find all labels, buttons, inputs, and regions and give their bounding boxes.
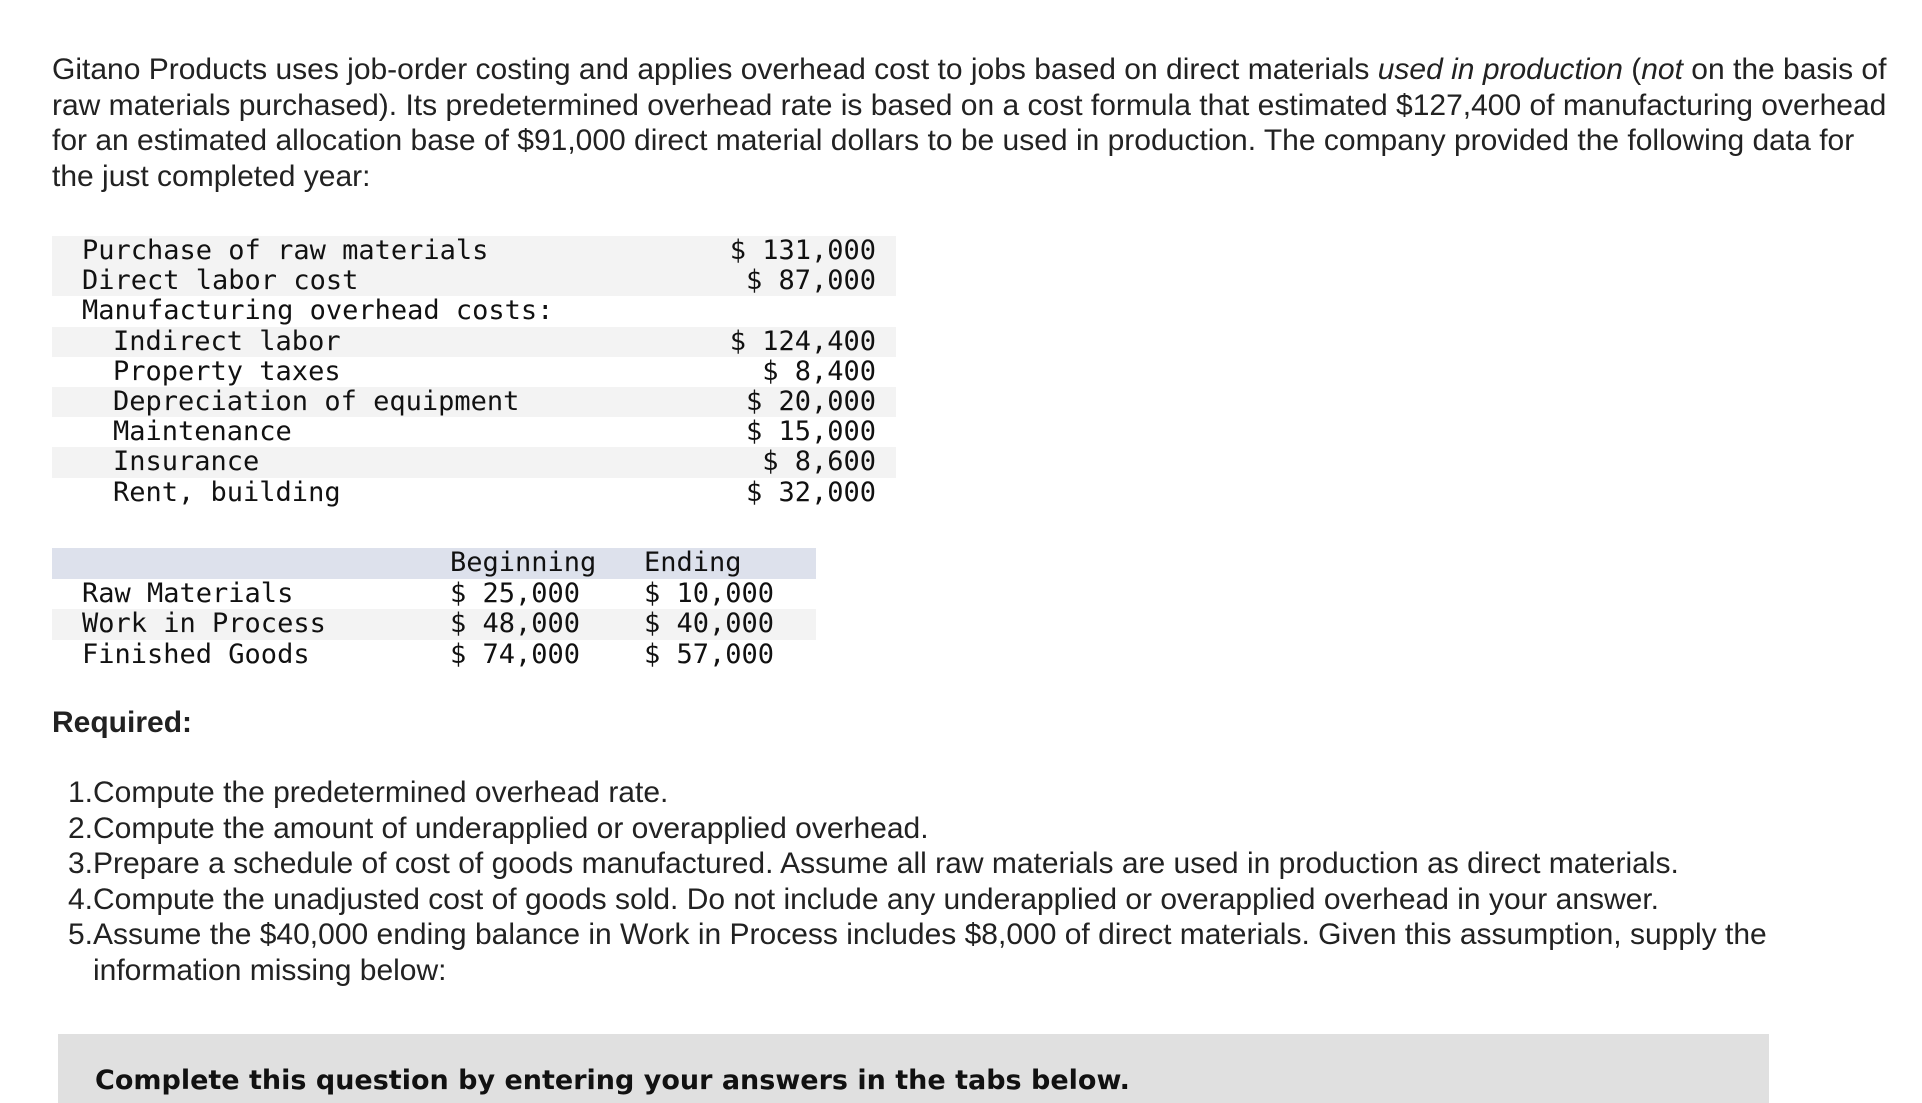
row-label: Work in Process [52,609,450,640]
list-item [52,846,1892,882]
list-item [52,775,1892,811]
row-label: Finished Goods [82,638,310,670]
row-amount: $ 131,000 [686,236,896,266]
intro-text-2: ( [1622,53,1642,86]
row-amount [686,296,896,326]
cost-data-table [52,236,896,508]
table-row [52,357,896,387]
item-number: 4. [67,882,93,916]
intro-text-3: on the basis of raw materials purchased). Its predetermined overhead rate is based on a cost formula that estimated $127,400 of manufacturing overhead for an estimated allocation base of $91,000 direct material dollars to be used in production. The company provided the following data for the just completed year: [52,53,1887,193]
table-row [52,447,896,477]
row-label: Indirect labor [52,327,686,357]
row-amount: $ 87,000 [686,266,896,296]
row-amount: $ 15,000 [745,416,876,448]
row-label: Depreciation of equipment [52,387,686,417]
row-label: Raw Materials [82,577,294,609]
table-row [52,579,816,610]
beginning-value: $ 25,000 [450,577,581,609]
row-amount: $ 124,400 [686,327,896,357]
header-beginning: Beginning [450,548,644,579]
row-amount: $ 8,600 [686,447,896,477]
item-number: 1. [67,776,93,809]
table-row [52,609,816,640]
requirements-list [52,775,1892,988]
required-heading: Required: [52,706,193,739]
table-row [52,478,896,508]
row-label: Purchase of raw materials [52,236,686,266]
item-text: Compute the predetermined overhead rate. [93,776,669,809]
intro-emphasis-not: not [1641,53,1683,86]
item-text: Compute the unadjusted cost of goods sold. Do not include any underapplied or overapplied overhead in your answer. [93,882,1660,916]
item-text: Compute the amount of underapplied or overapplied overhead. [93,811,929,845]
table-row [52,296,896,326]
row-amount: $ 20,000 [686,387,896,417]
beginning-value: $ 48,000 [450,609,644,640]
header-ending: Ending [644,548,816,579]
intro-emphasis-used-in-production: used in production [1377,53,1623,86]
row-label: Rent, building [113,476,341,508]
ending-value: $ 40,000 [644,609,816,640]
item-number: 2. [67,811,93,845]
item-number: 5. [67,918,93,951]
beginning-value: $ 74,000 [450,638,581,670]
list-item [52,882,1892,918]
table-row [52,640,816,671]
list-item [52,811,1892,847]
row-amount: $ 8,400 [762,355,876,387]
table-row [52,387,896,417]
item-text: Assume the $40,000 ending balance in Work in Process includes $8,000 of direct materials. Given this assumption, supply the information missing below: [93,918,1767,987]
header-blank [52,548,450,579]
ending-value: $ 57,000 [644,638,775,670]
inventory-header-row [52,548,816,579]
row-label: Maintenance [113,416,292,448]
item-number: 3. [67,847,93,880]
instructions-text: Complete this question by entering your answers in the tabs below. [95,1065,1130,1096]
intro-text-1: Gitano Products uses job-order costing and applies overhead cost to jobs based on direct materials [52,53,1378,86]
row-label: Manufacturing overhead costs: [82,295,554,327]
item-text: Prepare a schedule of cost of goods manufactured. Assume all raw materials are used in production as direct materials. [93,847,1679,880]
inventory-table [52,548,816,670]
table-row [52,266,896,296]
problem-statement [52,52,1892,194]
answer-tabs-panel [58,1034,1769,1103]
row-label: Direct labor cost [52,266,686,296]
row-amount: $ 32,000 [745,476,876,508]
table-row [52,327,896,357]
row-label: Property taxes [113,355,341,387]
ending-value: $ 10,000 [644,577,775,609]
table-row [52,417,896,447]
row-label: Insurance [52,447,686,477]
table-row [52,236,896,266]
list-item [52,917,1892,988]
